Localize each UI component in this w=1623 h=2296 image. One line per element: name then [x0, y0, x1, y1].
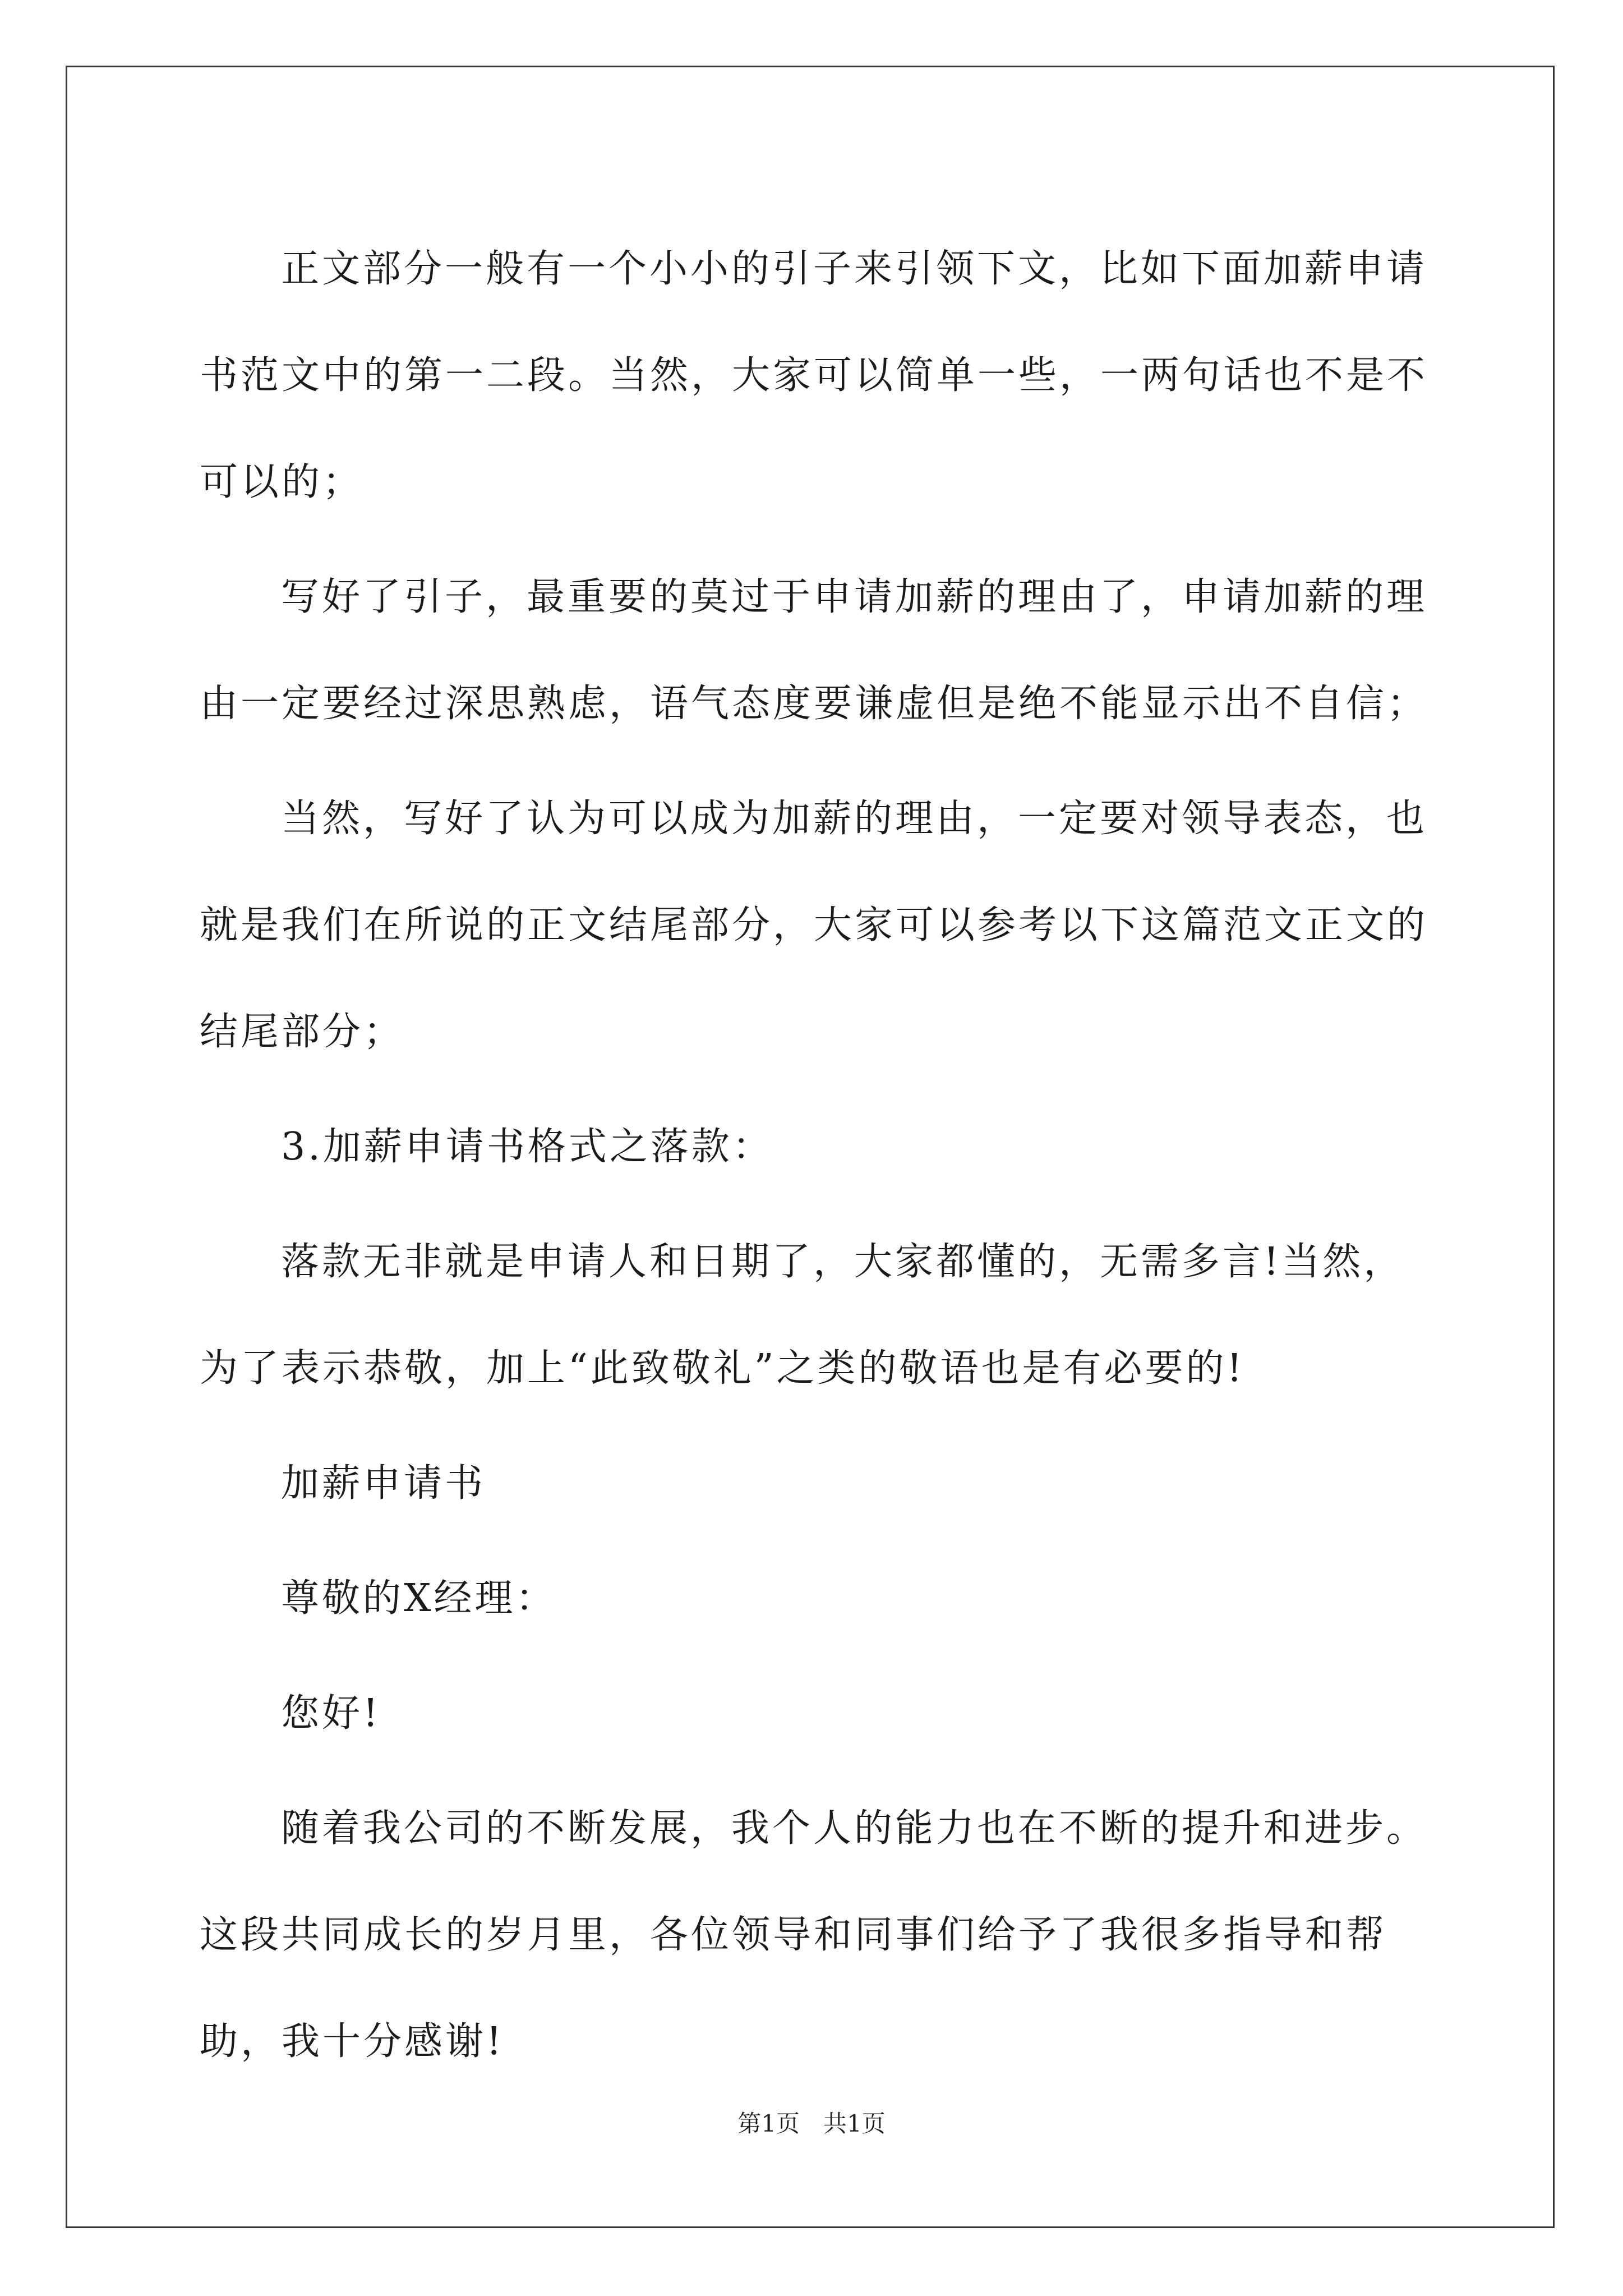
letter-salutation: 尊敬的X经理：: [281, 1576, 557, 1621]
document-body: [200, 216, 1439, 2104]
section-heading: 3.加薪申请书格式之落款：: [281, 1125, 773, 1169]
paragraph-closing: 当然，写好了认为可以成为加薪的理由，一定要对领导表态，也就是我们在所说的正文结尾部分，大家可以参考以下这篇范文正文的结尾部分；: [200, 797, 1428, 1054]
page-number: 第1页 共1页: [737, 2110, 886, 2137]
paragraph-signature: 落款无非就是申请人和日期了，大家都懂的，无需多言!当然，为了表示恭敬，加上“此致敬礼”之类的敬语也是有必要的!: [200, 1240, 1405, 1391]
letter-title: 加薪申请书: [281, 1461, 486, 1506]
paragraph-reasons: 写好了引子，最重要的莫过于申请加薪的理由了，申请加薪的理由一定要经过深思熟虑，语气态度要谦虚但是绝不能显示出不自信；: [200, 575, 1428, 726]
letter-greeting: 您好!: [281, 1691, 381, 1736]
letter-body: 随着我公司的不断发展，我个人的能力也在不断的提升和进步。这段共同成长的岁月里，各位领导和同事们给予了我很多指导和帮助，我十分感谢!: [200, 1806, 1428, 2064]
paragraph-intro: 正文部分一般有一个小小的引子来引领下文，比如下面加薪申请书范文中的第一二段。当然，大家可以简单一些，一两句话也不是不可以的；: [200, 247, 1428, 504]
